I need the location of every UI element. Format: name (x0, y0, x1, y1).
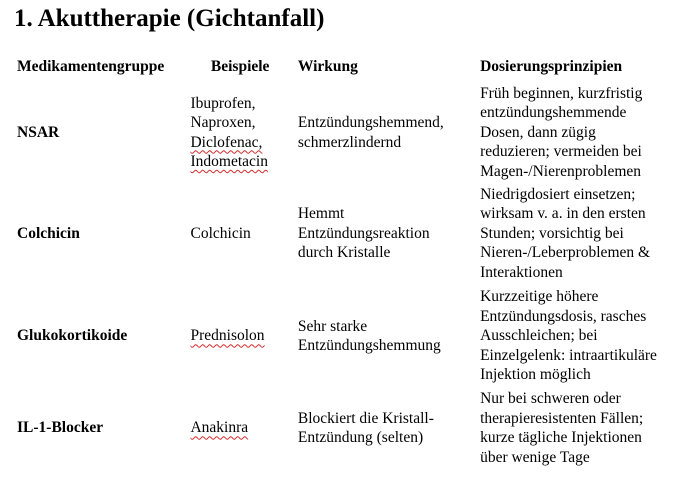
example-text: Naproxen, (190, 114, 256, 131)
dosing-text: wirksam v. a. in den ersten (480, 205, 646, 223)
table-row (13, 82, 700, 183)
effect-text: Entzündung (selten) (297, 429, 424, 446)
table-row (13, 388, 700, 468)
example-text: Indometacin (190, 153, 268, 170)
effect-text: Sehr starke (297, 317, 368, 335)
effect-text: Entzündungsreaktion (297, 224, 430, 242)
row-effect (294, 388, 476, 468)
effect-text: Entzündungshemmend, (297, 114, 444, 131)
example-text: Prednisolon (190, 327, 265, 345)
row-dosing (476, 183, 700, 284)
dosing-text: Magen-/Nierenproblemen (480, 162, 642, 180)
dosing-text: Stunden; vorsichtig bei (480, 224, 624, 242)
row-dosing (476, 284, 700, 388)
dosing-text: Kurzzeitige höhere (480, 288, 599, 306)
row-examples (186, 183, 293, 284)
example-text: Diclofenac, (190, 133, 263, 151)
effect-text: schmerzlindernd (297, 133, 402, 151)
row-effect (294, 284, 476, 388)
dosing-text: Ausschleichen; bei (480, 327, 598, 345)
effect-text: Blockiert die Kristall- (297, 409, 434, 427)
row-effect (294, 82, 476, 183)
dosing-text: Früh beginnen, kurzfristig (480, 84, 643, 102)
row-examples (186, 284, 293, 388)
header-group: Medikamentengruppe (17, 58, 165, 76)
row-group: IL-1-Blocker (17, 419, 104, 437)
dosing-text: Nur bei schweren oder (480, 390, 621, 407)
row-group: Glukokortikoide (17, 327, 128, 345)
dosing-text: reduzieren; vermeiden bei (480, 143, 642, 161)
dosing-text: kurze tägliche Injektionen (480, 429, 642, 446)
row-examples (186, 388, 293, 468)
row-group: Colchicin (17, 224, 80, 242)
dosing-text: entzündungshemmende (480, 104, 627, 122)
row-dosing (476, 82, 700, 183)
effect-text: Hemmt (297, 205, 345, 223)
dosing-text: Dosen, dann zügig (480, 123, 596, 141)
row-effect (294, 183, 476, 284)
document-title: 1. Akuttherapie (Gichtanfall) (14, 5, 325, 32)
therapy-table (13, 52, 700, 468)
dosing-text: Niedrigdosiert einsetzen; (480, 185, 636, 203)
row-dosing (476, 388, 700, 468)
header-dosing: Dosierungsprinzipien (480, 58, 623, 76)
effect-text: Entzündungshemmung (297, 337, 441, 354)
dosing-text: Entzündungsdosis, rasches (480, 307, 647, 325)
dosing-text: Injektion möglich (480, 366, 591, 384)
dosing-text: über wenige Tage (480, 448, 590, 466)
example-text: Anakinra (190, 419, 249, 437)
row-group: NSAR (17, 123, 60, 141)
row-examples (186, 82, 293, 183)
effect-text: durch Kristalle (297, 244, 391, 262)
table-header-row (13, 52, 700, 82)
dosing-text: therapieresistenten Fällen; (480, 409, 644, 427)
header-effect: Wirkung (297, 58, 358, 76)
example-text: Colchicin (190, 224, 251, 242)
example-text: Ibuprofen, (190, 94, 256, 112)
dosing-text: Einzelgelenk: intraartikuläre (480, 346, 657, 364)
table-row (13, 284, 700, 388)
table-row (13, 183, 700, 284)
dosing-text: Interaktionen (480, 263, 563, 281)
header-examples: Beispiele (210, 58, 270, 76)
dosing-text: Nieren-/Leberproblemen & (480, 244, 651, 262)
